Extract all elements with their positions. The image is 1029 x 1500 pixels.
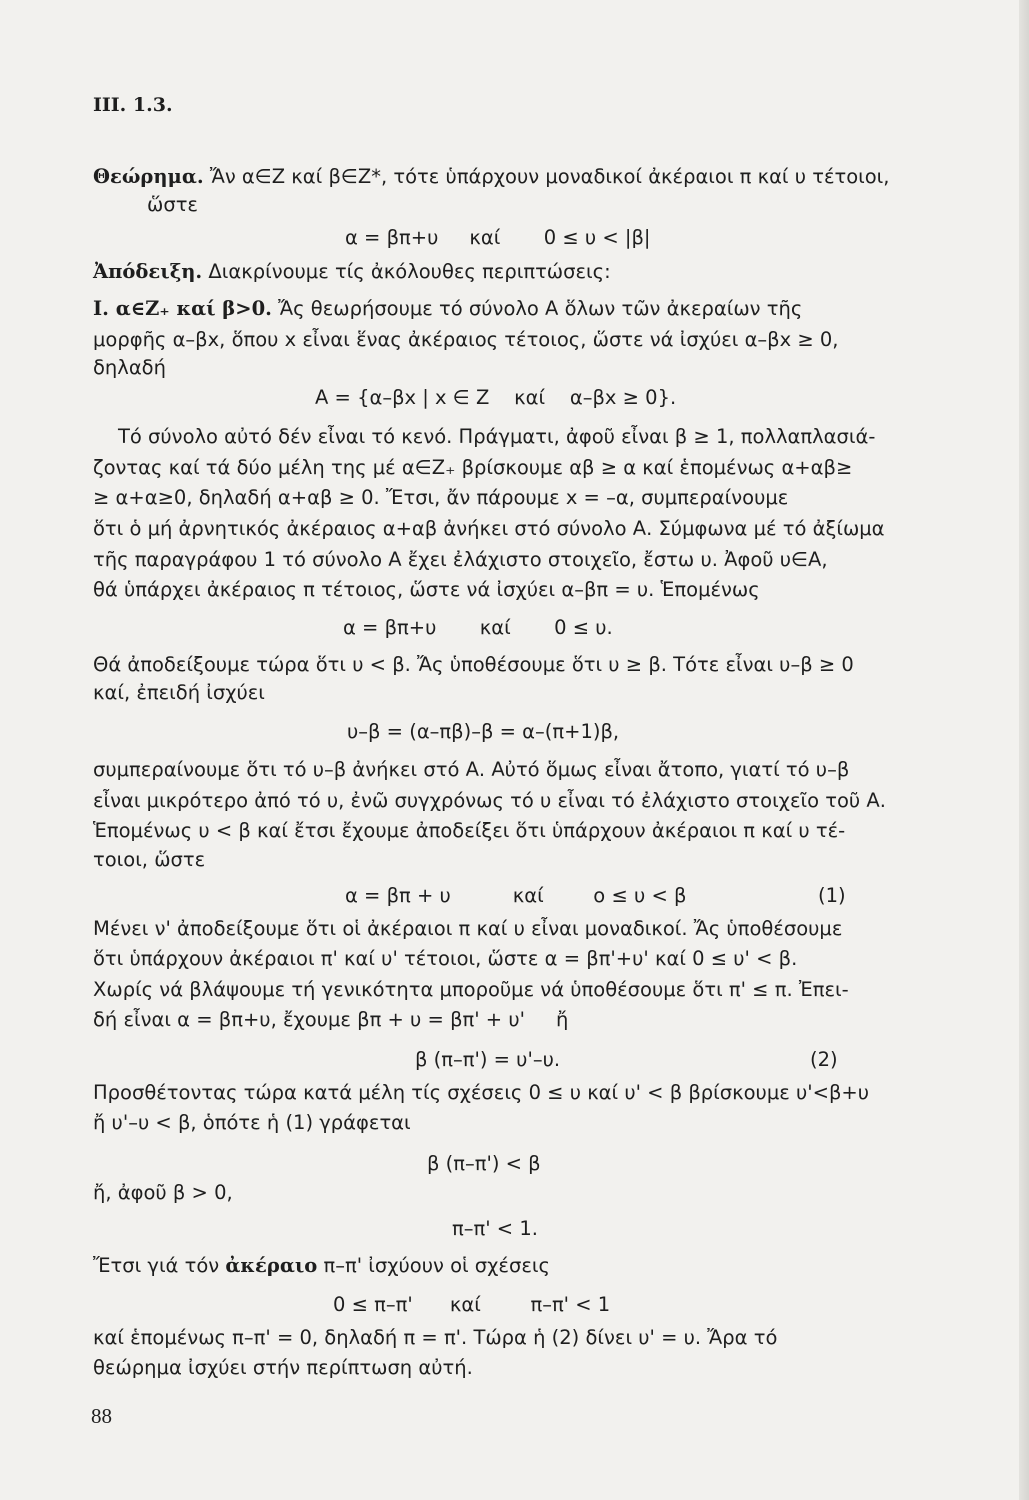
case-line <box>93 295 802 323</box>
page-edge <box>1019 0 1029 1500</box>
equation-6: β (π–π') = υ'–υ. <box>415 1048 561 1071</box>
equation-8: π–π' < 1. <box>452 1217 538 1240</box>
equation-9: 0 ≤ π–π' καί π–π' < 1 <box>333 1293 611 1316</box>
text-line: Θά ἀποδείξουμε τώρα ὅτι υ < β. Ἄς ὑποθέσουμε ὅτι υ ≥ β. Τότε εἶναι υ–β ≥ 0 <box>93 653 854 676</box>
proof-label: Ἀπόδειξη. <box>93 260 203 283</box>
text-line: τοιοι, ὥστε <box>93 848 206 871</box>
text-line: θά ὑπάρχει ἀκέραιος π τέτοιος, ὥστε νά ἰσχύει α–βπ = υ. Ἑπομένως <box>93 578 760 601</box>
proof-line <box>93 258 611 286</box>
text-span: π–π' ἰσχύουν οἱ σχέσεις <box>317 1254 550 1277</box>
text-line: δή εἶναι α = βπ+υ, ἔχουμε βπ + υ = βπ' + υ' ἤ <box>93 1008 569 1031</box>
equation-7: β (π–π') < β <box>427 1152 541 1175</box>
theorem-label: Θεώρημα. <box>93 165 204 188</box>
text-line: μορφῆς α–βx, ὅπου x εἶναι ἕνας ἀκέραιος τέτοιος, ὥστε νά ἰσχύει α–βx ≥ 0, <box>93 328 839 351</box>
text-line: Τό σύνολο αὐτό δέν εἶναι τό κενό. Πράγματι, ἀφοῦ εἶναι β ≥ 1, πολλαπλασιά- <box>118 425 876 448</box>
text-line: δηλαδή <box>93 356 166 379</box>
text-span: Ἔτσι γιά τόν <box>93 1254 226 1277</box>
equation-3: α = βπ+υ καί 0 ≤ υ. <box>343 616 613 639</box>
section-header: ΙΙΙ. 1.3. <box>93 94 173 116</box>
equation-5-number: (1) <box>818 884 846 907</box>
text-line: Προσθέτοντας τώρα κατά μέλη τίς σχέσεις 0 ≤ υ καί υ' < β βρίσκουμε υ'<β+υ <box>93 1081 870 1104</box>
text-line: ἤ, ἀφοῦ β > 0, <box>93 1181 233 1204</box>
equation-1: α = βπ+υ καί 0 ≤ υ < |β| <box>345 226 651 249</box>
text-line: Ἑπομένως υ < β καί ἔτσι ἔχουμε ἀποδείξει ὅτι ὑπάρχουν ἀκέραιοι π καί υ τέ- <box>93 819 846 842</box>
proof-text: Διακρίνουμε τίς ἀκόλουθες περιπτώσεις: <box>202 260 611 283</box>
text-line: συμπεραίνουμε ὅτι τό υ–β ἀνήκει στό Α. Αὐτό ὅμως εἶναι ἄτοπο, γιατί τό υ–β <box>93 758 850 781</box>
text-line: ≥ α+α≥0, δηλαδή α+αβ ≥ 0. Ἔτσι, ἄν πάρουμε x = –α, συμπεραίνουμε <box>93 486 789 509</box>
theorem-line <box>93 163 889 191</box>
text-line: καί, ἐπειδή ἰσχύει <box>93 681 265 704</box>
text-line: ἤ υ'–υ < β, ὁπότε ἡ (1) γράφεται <box>93 1111 411 1134</box>
text-line: καί ἑπομένως π–π' = 0, δηλαδή π = π'. Τώρα ἡ (2) δίνει υ' = υ. Ἄρα τό <box>93 1326 778 1349</box>
equation-6-number: (2) <box>810 1048 838 1071</box>
text-line: Μένει ν' ἀποδείξουμε ὅτι οἱ ἀκέραιοι π καί υ εἶναι μοναδικοί. Ἄς ὑποθέσουμε <box>93 917 843 940</box>
text-line <box>93 1252 550 1280</box>
text-line: ὅτι ὑπάρχουν ἀκέραιοι π' καί υ' τέτοιοι, ὥστε α = βπ'+υ' καί 0 ≤ υ' < β. <box>93 947 798 970</box>
theorem-text-cont: ὥστε <box>147 193 198 216</box>
case-text: Ἄς θεωρήσουμε τό σύνολο Α ὅλων τῶν ἀκεραίων τῆς <box>271 297 803 320</box>
text-line: τῆς παραγράφου 1 τό σύνολο Α ἔχει ἐλάχιστο στοιχεῖο, ἔστω υ. Ἀφοῦ υ∈Α, <box>93 548 828 571</box>
text-line: ὅτι ὁ μή ἀρνητικός ἀκέραιος α+αβ ἀνήκει στό σύνολο Α. Σύμφωνα μέ τό ἀξίωμα <box>93 517 885 540</box>
equation-4: υ–β = (α–πβ)–β = α–(π+1)β, <box>347 720 620 743</box>
equation-2: Α = {α–βx | x ∈ Z καί α–βx ≥ 0}. <box>315 386 677 409</box>
text-line: εἶναι μικρότερο ἀπό τό υ, ἐνῶ συγχρόνως τό υ εἶναι τό ἐλάχιστο στοιχεῖο τοῦ Α. <box>93 789 886 812</box>
case-label: Ι. α∈Z₊ καί β>0. <box>93 297 272 320</box>
equation-5: α = βπ + υ καί ο ≤ υ < β <box>345 884 687 907</box>
page-number: 88 <box>91 1404 112 1428</box>
theorem-text: Ἄν α∈Z καί β∈Z*, τότε ὑπάρχουν μοναδικοί ἀκέραιοι π καί υ τέτοιοι, <box>203 165 890 188</box>
text-line: ζοντας καί τά δύο μέλη της μέ α∈Z₊ βρίσκουμε αβ ≥ α καί ἑπομένως α+αβ≥ <box>93 456 853 479</box>
text-line: θεώρημα ἰσχύει στήν περίπτωση αὐτή. <box>93 1356 473 1379</box>
text-line: Χωρίς νά βλάψουμε τή γενικότητα μποροῦμε νά ὑποθέσουμε ὅτι π' ≤ π. Ἐπει- <box>93 978 849 1001</box>
bold-word: ἀκέραιο <box>225 1254 318 1277</box>
